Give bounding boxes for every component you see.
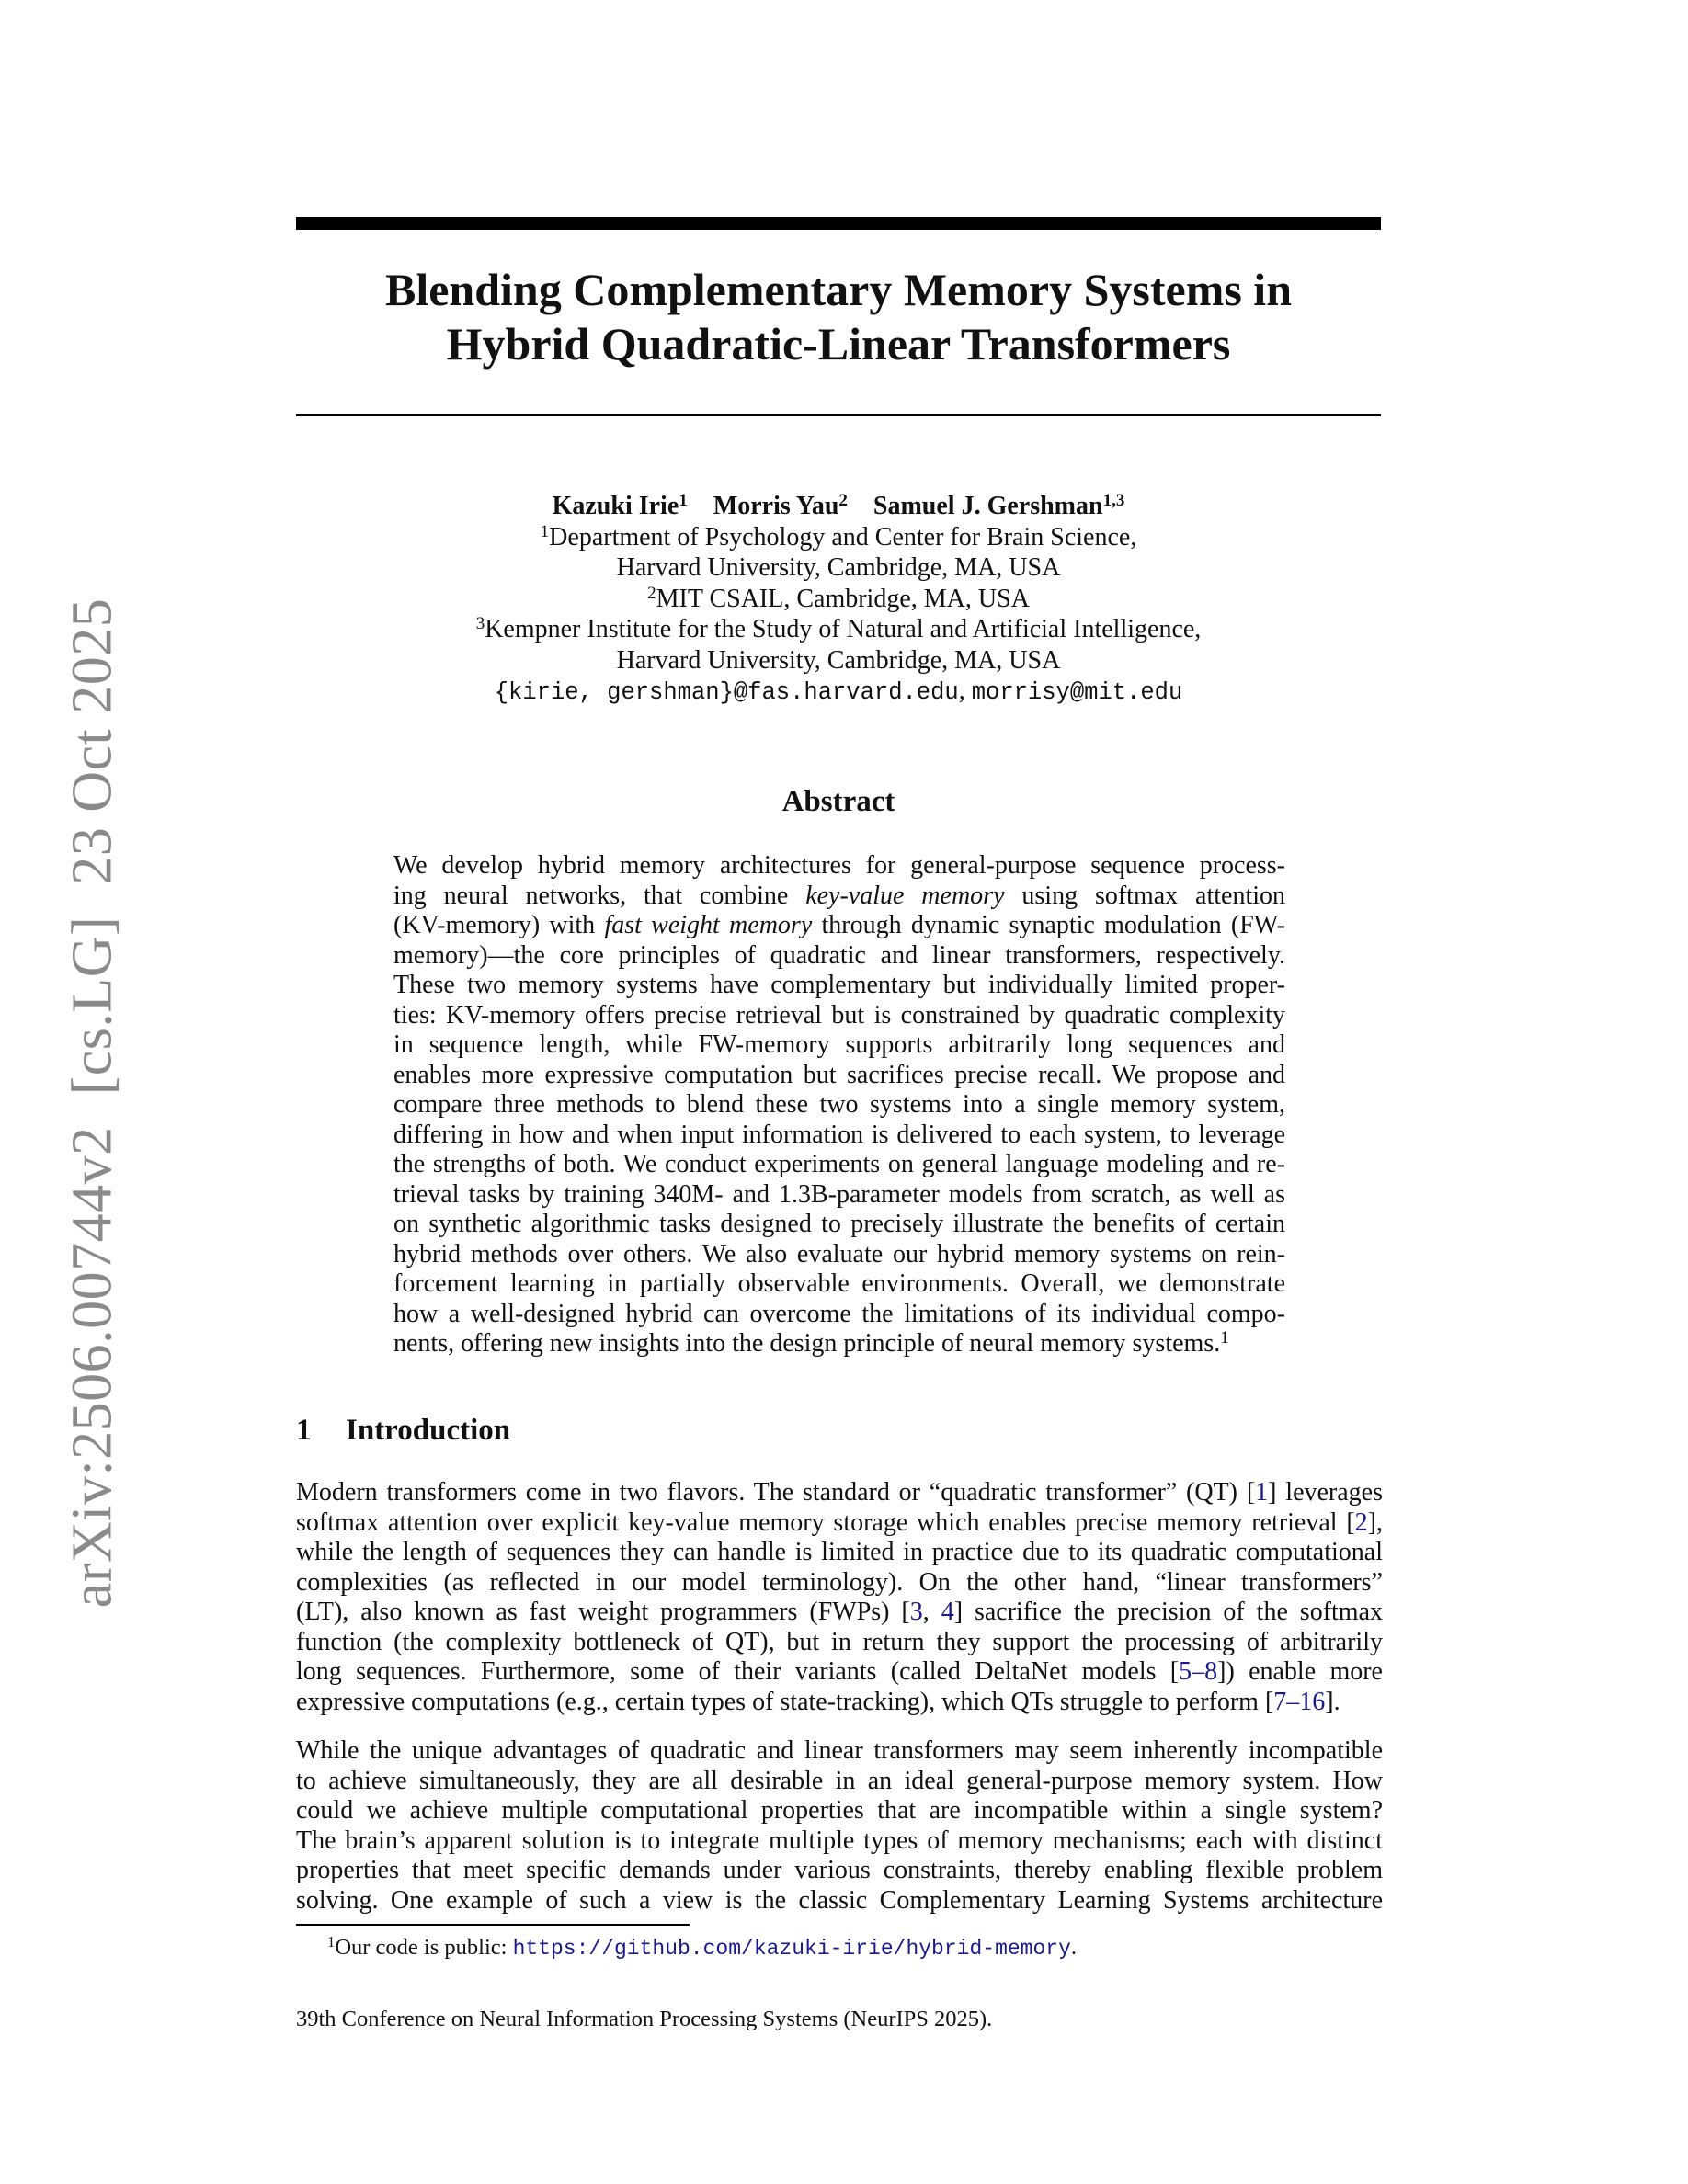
author-name: Kazuki Irie$^1$ <box>552 490 688 520</box>
intro-paragraph-2 <box>296 1736 1383 1916</box>
code-repository-link[interactable]: https://github.com/kazuki-irie/hybrid-memory <box>512 1937 1071 1961</box>
citation-link[interactable]: 2 <box>1354 1507 1368 1537</box>
footnote: $^1$Our code is public: https://github.com/kazuki-irie/hybrid-memory. <box>327 1933 1078 1961</box>
body-line: while the length of sequences they can handle is limited in practice due to its quadratic computational <box>296 1538 1383 1566</box>
arxiv-id: arXiv:2506.00744v2 <box>61 1126 124 1609</box>
affiliation-1-location: Harvard University, Cambridge, MA, USA <box>616 553 1061 582</box>
email-single: morrisy@mit.edu <box>971 679 1183 706</box>
abstract-line: differing in how and when input information is delivered to each system, to leverage <box>393 1120 1285 1149</box>
abstract-line: forcement learning in partially observable environments. Overall, we demonstrate <box>393 1269 1285 1298</box>
title-bottom-rule <box>296 414 1381 416</box>
abstract-line: nents, offering new insights into the design principle of neural memory systems.$^1$ <box>393 1327 1229 1358</box>
abstract-line: ties: KV-memory offers precise retrieval but is constrained by quadratic complexity <box>393 1000 1285 1029</box>
body-line: While the unique advantages of quadratic and linear transformers may seem inherently incompatible <box>296 1736 1383 1765</box>
citation-link[interactable]: 7–16 <box>1273 1687 1326 1716</box>
citation-link[interactable]: 4 <box>941 1598 954 1626</box>
section-heading-introduction: 1 Introduction <box>296 1414 511 1447</box>
arxiv-stamp <box>61 598 126 1609</box>
arxiv-category: [cs.LG] <box>61 916 124 1096</box>
body-line: to achieve simultaneously, they are all desirable in an ideal general-purpose memory system. How <box>296 1766 1383 1795</box>
abstract-line: trieval tasks by training 340M- and 1.3B-parameter models from scratch, as well as <box>393 1179 1285 1209</box>
footnote-marker[interactable]: 1 <box>1220 1327 1229 1348</box>
abstract-line: These two memory systems have complementary but individually limited proper- <box>393 971 1285 999</box>
body-line: expressive computations (e.g., certain types of state-tracking), which QTs struggle to perform [7–16]. <box>296 1687 1340 1716</box>
body-line: (LT), also known as fast weight programmers (FWPs) [3, 4] sacrifice the precision of the softmax <box>296 1598 1384 1626</box>
arxiv-date: 23 Oct 2025 <box>61 597 124 885</box>
author-list <box>296 491 1381 522</box>
abstract-line: hybrid methods over others. We also evaluate our hybrid memory systems on rein- <box>393 1239 1285 1268</box>
conference-note: 39th Conference on Neural Information Processing Systems (NeurIPS 2025). <box>296 2007 993 2031</box>
affiliation-3-location: Harvard University, Cambridge, MA, USA <box>616 645 1061 675</box>
abstract-line: on synthetic algorithmic tasks designed to precisely illustrate the benefits of certain <box>393 1210 1285 1238</box>
body-line: could we achieve multiple computational properties that are incompatible within a single system? <box>296 1796 1383 1825</box>
body-line: long sequences. Furthermore, some of their variants (called DeltaNet models [5–8]) enable more <box>296 1657 1383 1686</box>
title-line-1: Blending Complementary Memory Systems in <box>384 264 1293 315</box>
title-top-rule <box>296 217 1381 230</box>
abstract-line: compare three methods to blend these two systems into a single memory system, <box>393 1090 1285 1119</box>
email-group: {kirie, gershman}@fas.harvard.edu <box>494 679 959 706</box>
body-line: The brain’s apparent solution is to integrate multiple types of memory mechanisms; each with distinct <box>296 1826 1383 1855</box>
abstract-heading: Abstract <box>781 785 895 818</box>
affiliation-2: $^2$MIT CSAIL, Cambridge, MA, USA <box>647 583 1030 613</box>
abstract-line: in sequence length, while FW-memory supports arbitrarily long sequences and <box>393 1030 1285 1059</box>
citation-link[interactable]: 1 <box>1255 1478 1269 1507</box>
body-line: softmax attention over explicit key-value memory storage which enables precise memory retrieval [2], <box>296 1507 1383 1537</box>
citation-link[interactable]: 3 <box>909 1598 923 1626</box>
author-block <box>296 491 1381 709</box>
body-line: function (the complexity bottleneck of QT), but in return they support the processing of arbitrarily <box>296 1627 1383 1656</box>
abstract-line: We develop hybrid memory architectures for general-purpose sequence process- <box>393 851 1285 880</box>
body-line: solving. One example of such a view is the classic Complementary Learning Systems architecture <box>296 1885 1383 1915</box>
body-line: complexities (as reflected in our model terminology). On the other hand, “linear transformers” <box>296 1567 1383 1597</box>
abstract-line: (KV-memory) with fast weight memory through dynamic synaptic modulation (FW- <box>393 911 1286 939</box>
intro-paragraph-1 <box>296 1478 1383 1717</box>
body-line: properties that meet specific demands under various constraints, thereby enabling flexible problem <box>296 1856 1383 1884</box>
author-name: Samuel J. Gershman$^{1,3}$ <box>873 490 1125 520</box>
affiliation-3: $^3$Kempner Institute for the Study of Natural and Artificial Intelligence, <box>475 613 1202 643</box>
affiliation-1: $^1$Department of Psychology and Center for Brain Science, <box>540 521 1137 552</box>
author-emails: {kirie, gershman}@fas.harvard.edu, morrisy@mit.edu <box>494 677 1183 706</box>
abstract-line: enables more expressive computation but sacrifices precise recall. We propose and <box>393 1060 1285 1089</box>
abstract-line: memory)—the core principles of quadratic and linear transformers, respectively. <box>393 940 1285 970</box>
body-line: Modern transformers come in two flavors. The standard or “quadratic transformer” (QT) [1] leverages <box>296 1478 1383 1507</box>
title-line-2: Hybrid Quadratic-Linear Transformers <box>446 318 1231 370</box>
paper-title <box>296 263 1381 371</box>
abstract-line: how a well-designed hybrid can overcome the limitations of its individual compo- <box>393 1299 1285 1328</box>
abstract-line: ing neural networks, that combine key-value memory using softmax attention <box>393 881 1286 910</box>
citation-link[interactable]: 5–8 <box>1179 1657 1218 1686</box>
footnote-divider <box>296 1924 690 1926</box>
abstract-line: the strengths of both. We conduct experiments on general language modeling and re- <box>393 1150 1285 1178</box>
author-name: Morris Yau$^2$ <box>713 490 848 520</box>
abstract-body <box>393 851 1285 1359</box>
